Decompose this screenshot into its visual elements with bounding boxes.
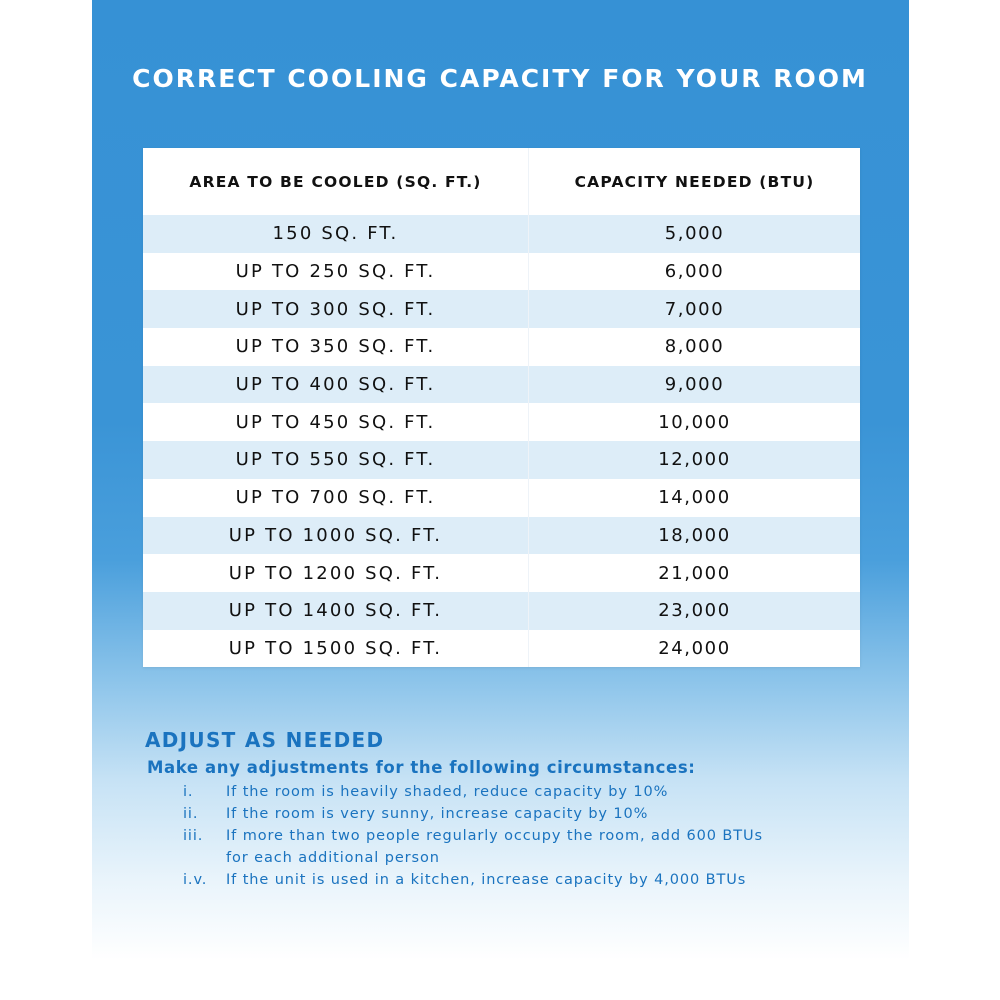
- capacity-cell: 9,000: [529, 366, 861, 404]
- capacity-cell: 6,000: [529, 253, 861, 291]
- table-row: [143, 366, 860, 404]
- adjustment-list: [145, 781, 905, 891]
- table-row: [143, 290, 860, 328]
- capacity-cell: 5,000: [529, 215, 861, 253]
- capacity-cell: 12,000: [529, 441, 861, 479]
- header-capacity: CAPACITY NEEDED (BTU): [529, 148, 861, 215]
- list-text: If the room is very sunny, increase capacity by 10%: [226, 806, 649, 822]
- table-row: [143, 630, 860, 668]
- area-cell: UP TO 700 SQ. FT.: [143, 479, 529, 517]
- area-cell: 150 SQ. FT.: [143, 215, 529, 253]
- list-text: If the unit is used in a kitchen, increase capacity by 4,000 BTUs: [226, 872, 747, 888]
- capacity-cell: 10,000: [529, 403, 861, 441]
- table-row: [143, 517, 860, 555]
- area-cell: UP TO 1500 SQ. FT.: [143, 630, 529, 668]
- area-cell: UP TO 250 SQ. FT.: [143, 253, 529, 291]
- table-row: [143, 441, 860, 479]
- adjust-section: [145, 728, 905, 891]
- capacity-cell: 18,000: [529, 517, 861, 555]
- list-marker: i.v.: [183, 872, 208, 888]
- list-item: [145, 803, 905, 825]
- adjust-heading: ADJUST AS NEEDED: [145, 728, 385, 752]
- area-cell: UP TO 1200 SQ. FT.: [143, 554, 529, 592]
- area-cell: UP TO 450 SQ. FT.: [143, 403, 529, 441]
- header-area: AREA TO BE COOLED (SQ. FT.): [189, 172, 482, 191]
- area-cell: UP TO 550 SQ. FT.: [143, 441, 529, 479]
- area-cell: UP TO 1000 SQ. FT.: [143, 517, 529, 555]
- list-item: [145, 825, 905, 869]
- area-cell: UP TO 300 SQ. FT.: [143, 290, 529, 328]
- capacity-cell: 7,000: [529, 290, 861, 328]
- table-header-row: [143, 148, 860, 215]
- table-row: [143, 403, 860, 441]
- table-row: [143, 215, 860, 253]
- page-title: CORRECT COOLING CAPACITY FOR YOUR ROOM: [132, 64, 868, 93]
- table-row: [143, 554, 860, 592]
- area-cell: UP TO 350 SQ. FT.: [143, 328, 529, 366]
- area-cell: UP TO 1400 SQ. FT.: [143, 592, 529, 630]
- list-marker: i.: [183, 784, 194, 800]
- list-item: [145, 869, 905, 891]
- table-row: [143, 253, 860, 291]
- capacity-cell: 24,000: [529, 630, 861, 668]
- table-row: [143, 328, 860, 366]
- list-text: If more than two people regularly occupy the room, add 600 BTUs for each additional person: [226, 828, 763, 866]
- capacity-cell: 23,000: [529, 592, 861, 630]
- capacity-cell: 21,000: [529, 554, 861, 592]
- capacity-cell: 14,000: [529, 479, 861, 517]
- list-marker: iii.: [183, 828, 204, 844]
- list-text: If the room is heavily shaded, reduce capacity by 10%: [226, 784, 669, 800]
- capacity-cell: 8,000: [529, 328, 861, 366]
- area-cell: UP TO 400 SQ. FT.: [143, 366, 529, 404]
- capacity-table: [143, 148, 860, 667]
- table-row: [143, 592, 860, 630]
- table-row: [143, 479, 860, 517]
- list-item: [145, 781, 905, 803]
- list-marker: ii.: [183, 806, 199, 822]
- capacity-table-card: [143, 148, 860, 667]
- adjust-intro: Make any adjustments for the following circumstances:: [147, 758, 696, 777]
